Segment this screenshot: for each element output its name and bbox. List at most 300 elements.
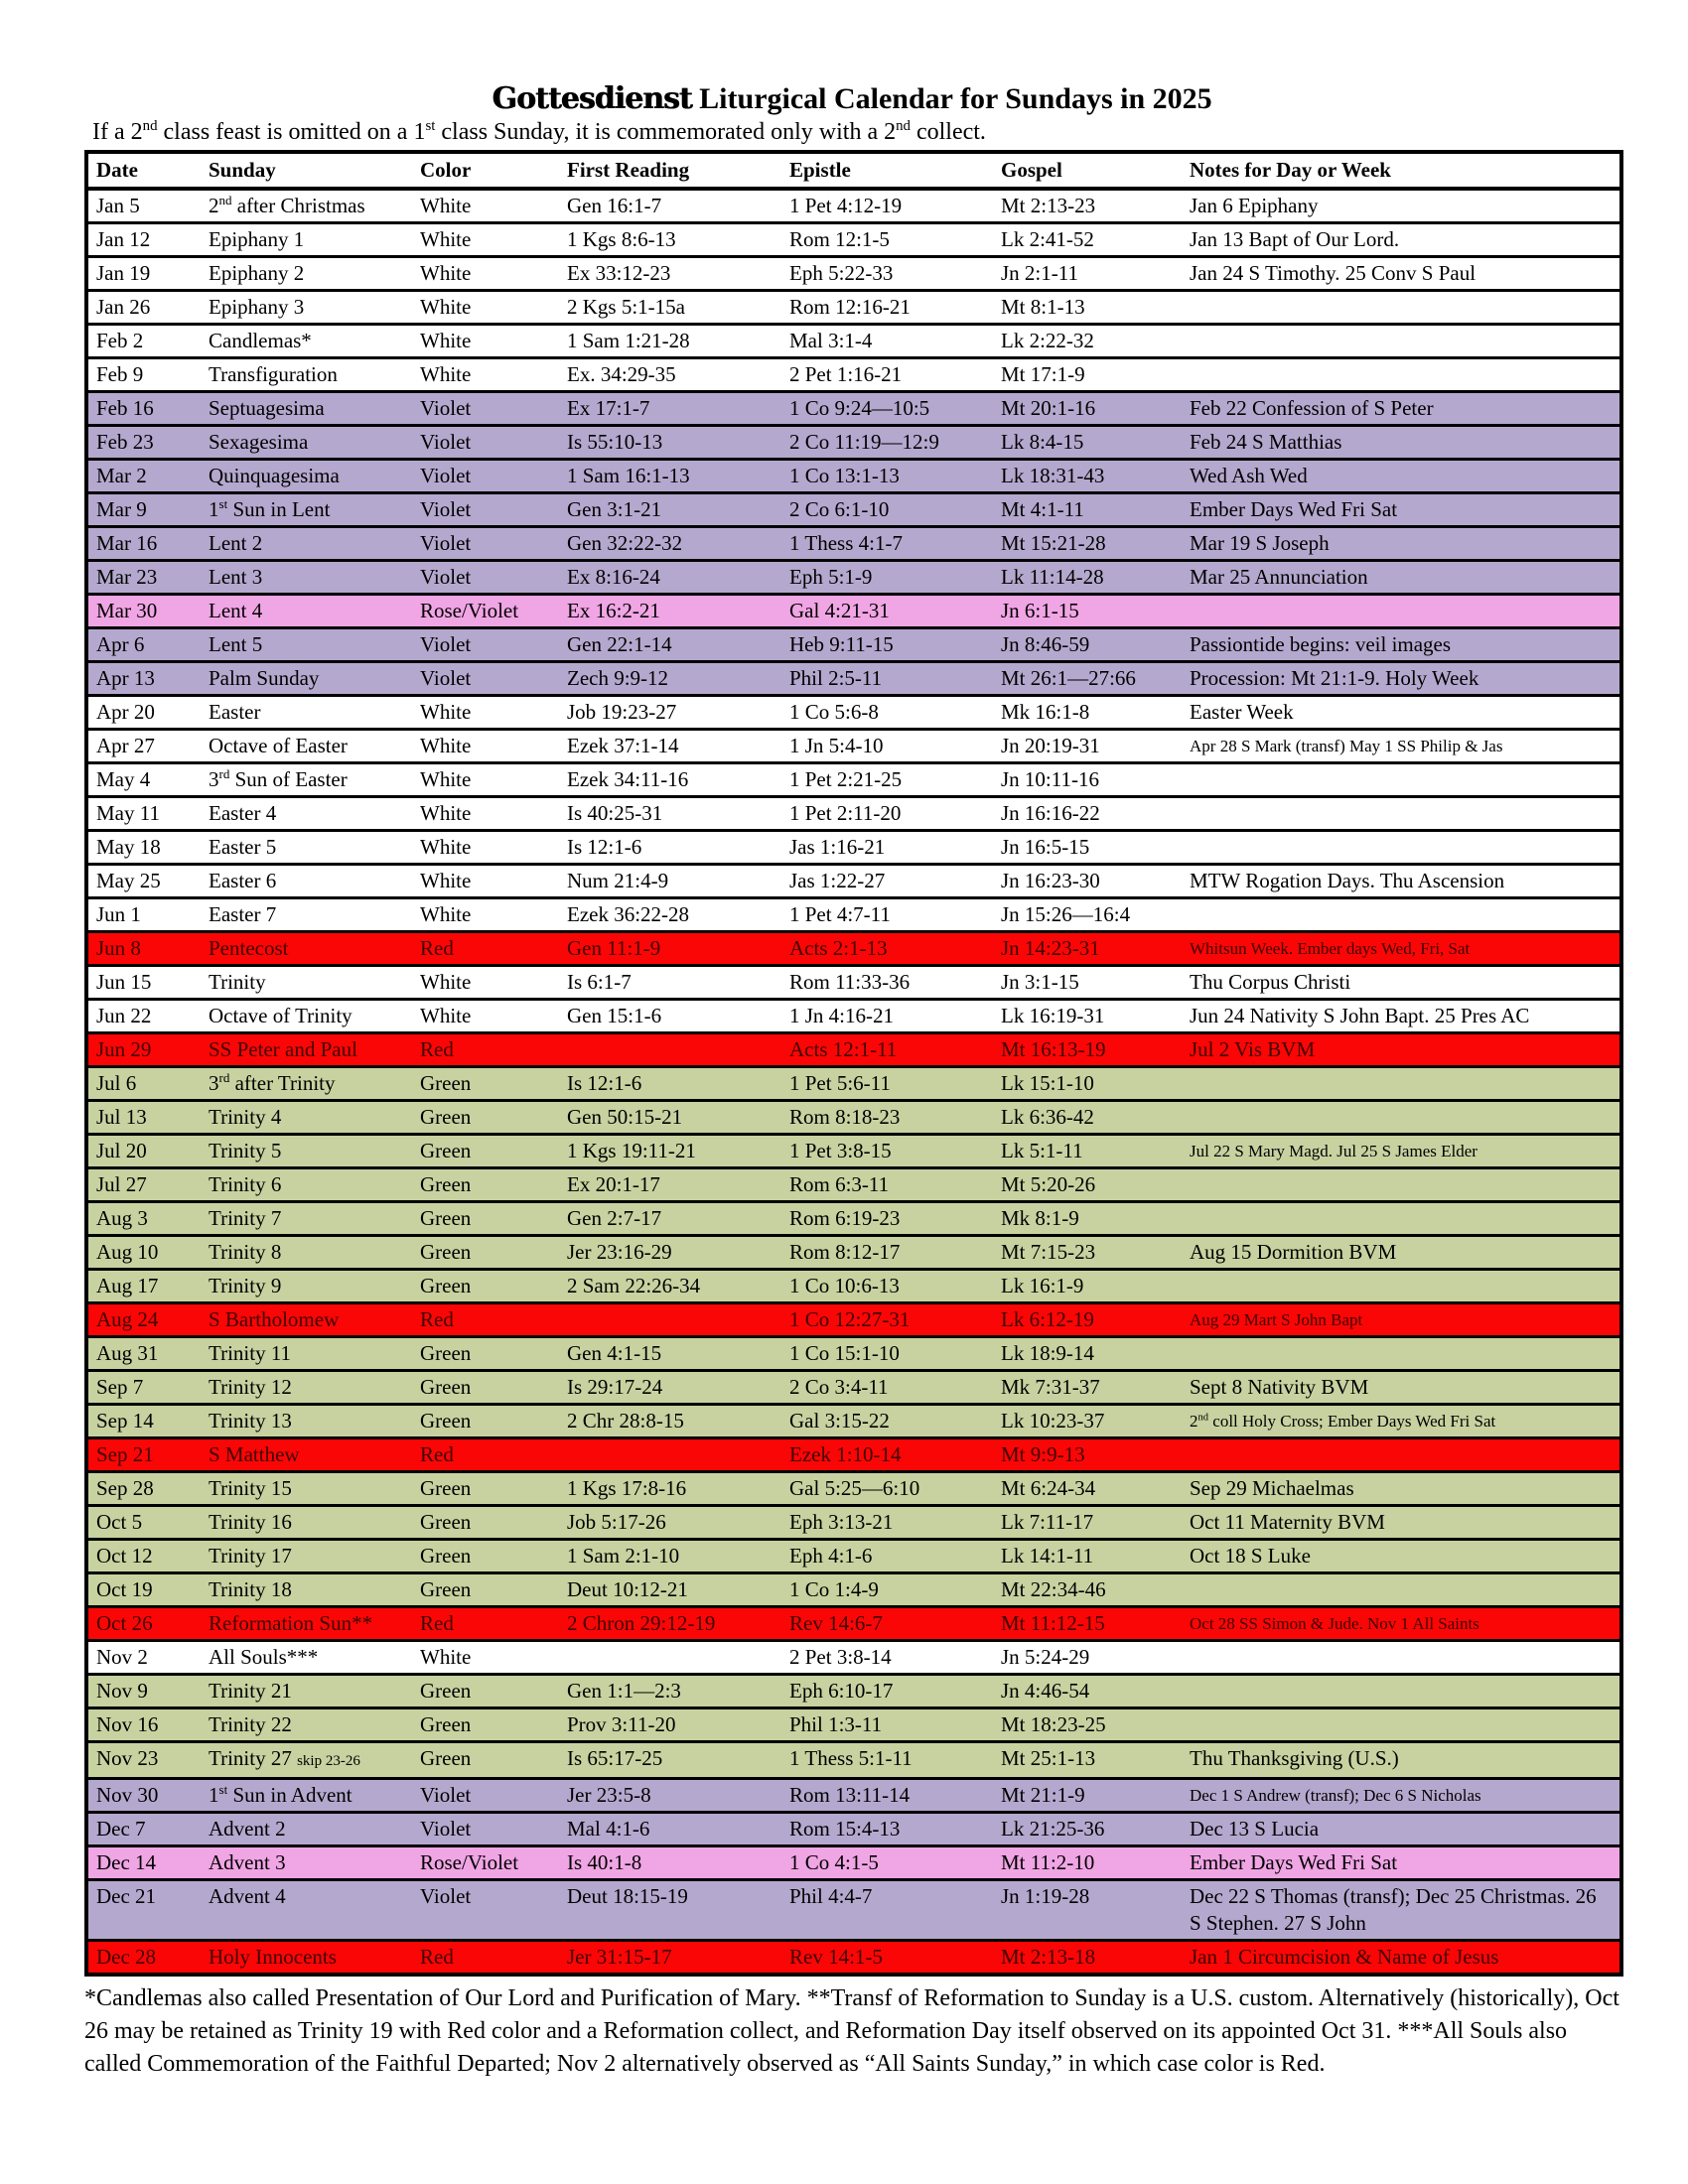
- cell-notes: [1182, 325, 1621, 358]
- calendar-row: [86, 1337, 1621, 1371]
- cell-date: Dec 14: [96, 1850, 157, 1874]
- cell-gospel: Mt 15:21-28: [1001, 531, 1106, 555]
- cell-color: Green: [420, 1206, 472, 1230]
- cell-color: White: [420, 329, 472, 352]
- calendar-row: [86, 730, 1621, 763]
- cell-date: Aug 31: [96, 1341, 159, 1365]
- column-header-color: Color: [412, 152, 559, 189]
- calendar-row: [86, 1101, 1621, 1135]
- cell-epistle: Rom 11:33-36: [789, 970, 911, 994]
- cell-color: Green: [420, 1341, 472, 1365]
- cell-color: Violet: [420, 430, 472, 454]
- cell-epistle: 2 Co 11:19—12:9: [789, 430, 939, 454]
- cell-notes: [1182, 1573, 1621, 1607]
- cell-first-reading: 1 Kgs 17:8-16: [567, 1476, 687, 1500]
- cell-first-reading: Deut 18:15-19: [567, 1884, 688, 1908]
- cell-sunday: Trinity 15: [209, 1476, 292, 1500]
- cell-sunday: Trinity 16: [209, 1510, 292, 1534]
- cell-gospel: Mt 6:24-34: [1001, 1476, 1096, 1500]
- column-header-first-reading: First Reading: [559, 152, 781, 189]
- cell-notes: 2nd coll Holy Cross; Ember Days Wed Fri Sat: [1190, 1412, 1496, 1431]
- cell-date: Sep 21: [96, 1442, 154, 1466]
- cell-epistle: Gal 3:15-22: [789, 1409, 890, 1433]
- calendar-row: [86, 1033, 1621, 1067]
- column-header-notes: Notes for Day or Week: [1182, 152, 1621, 189]
- cell-notes: Aug 15 Dormition BVM: [1190, 1240, 1397, 1264]
- calendar-row: [86, 966, 1621, 1000]
- cell-notes: [1182, 1337, 1621, 1371]
- calendar-row: [86, 1438, 1621, 1472]
- cell-epistle: Eph 4:1-6: [789, 1544, 873, 1568]
- cell-gospel: Jn 20:19-31: [1001, 734, 1100, 757]
- cell-date: Jan 19: [96, 261, 151, 285]
- cell-gospel: Mt 9:9-13: [1001, 1442, 1085, 1466]
- cell-date: Dec 21: [96, 1884, 157, 1908]
- cell-notes: Ember Days Wed Fri Sat: [1190, 1850, 1398, 1874]
- cell-date: Mar 9: [96, 497, 147, 521]
- cell-epistle: 1 Pet 2:11-20: [789, 801, 902, 825]
- cell-date: Oct 12: [96, 1544, 153, 1568]
- cell-gospel: Jn 16:5-15: [1001, 835, 1090, 859]
- cell-epistle: 1 Co 1:4-9: [789, 1577, 879, 1601]
- cell-color: Red: [420, 1307, 454, 1331]
- cell-first-reading: Ex 20:1-17: [567, 1172, 660, 1196]
- cell-gospel: Lk 21:25-36: [1001, 1817, 1105, 1841]
- cell-first-reading: Gen 3:1-21: [567, 497, 662, 521]
- cell-date: Jul 6: [96, 1071, 137, 1095]
- calendar-row: [86, 460, 1621, 493]
- cell-sunday: S Bartholomew: [209, 1307, 340, 1331]
- page-title: [84, 81, 1619, 117]
- cell-first-reading: Deut 10:12-21: [567, 1577, 688, 1601]
- calendar-row: [86, 1846, 1621, 1880]
- calendar-row: [86, 1641, 1621, 1675]
- cell-date: Jul 20: [96, 1139, 147, 1162]
- cell-gospel: Lk 7:11-17: [1001, 1510, 1094, 1534]
- cell-color: Violet: [420, 565, 472, 589]
- cell-date: Nov 9: [96, 1679, 148, 1703]
- cell-first-reading: Jer 31:15-17: [567, 1945, 672, 1969]
- cell-color: White: [420, 1004, 472, 1027]
- cell-date: Nov 16: [96, 1712, 159, 1736]
- cell-notes: [1182, 1438, 1621, 1472]
- cell-notes: Feb 22 Confession of S Peter: [1190, 396, 1434, 420]
- cell-sunday: Lent 5: [209, 632, 263, 656]
- cell-notes: [1182, 1101, 1621, 1135]
- cell-date: Oct 26: [96, 1611, 153, 1635]
- cell-first-reading: Gen 50:15-21: [567, 1105, 683, 1129]
- cell-color: White: [420, 194, 472, 217]
- cell-gospel: Mt 11:12-15: [1001, 1611, 1105, 1635]
- cell-sunday: Easter 6: [209, 869, 277, 892]
- cell-sunday: Trinity 6: [209, 1172, 282, 1196]
- cell-sunday: Transfiguration: [209, 362, 338, 386]
- cell-gospel: Mt 5:20-26: [1001, 1172, 1096, 1196]
- cell-date: Aug 17: [96, 1274, 159, 1297]
- cell-epistle: Acts 12:1-11: [789, 1037, 898, 1061]
- cell-epistle: 1 Pet 3:8-15: [789, 1139, 892, 1162]
- cell-epistle: Gal 4:21-31: [789, 599, 890, 622]
- cell-epistle: Rom 6:19-23: [789, 1206, 901, 1230]
- cell-color: White: [420, 1645, 472, 1669]
- cell-notes: Jan 6 Epiphany: [1190, 194, 1319, 217]
- calendar-row: [86, 1168, 1621, 1202]
- calendar-row: [86, 628, 1621, 662]
- cell-first-reading: Gen 32:22-32: [567, 531, 683, 555]
- cell-first-reading: Zech 9:9-12: [567, 666, 669, 690]
- column-header-sunday: Sunday: [201, 152, 412, 189]
- cell-first-reading: Ezek 34:11-16: [567, 767, 689, 791]
- calendar-row: [86, 426, 1621, 460]
- cell-notes: [1182, 1641, 1621, 1675]
- cell-color: Rose/Violet: [420, 599, 519, 622]
- calendar-row: [86, 223, 1621, 257]
- cell-color: White: [420, 700, 472, 724]
- cell-gospel: Lk 10:23-37: [1001, 1409, 1105, 1433]
- cell-gospel: Lk 2:22-32: [1001, 329, 1094, 352]
- cell-color: White: [420, 970, 472, 994]
- calendar-row: [86, 1303, 1621, 1337]
- cell-sunday: Epiphany 2: [209, 261, 305, 285]
- cell-gospel: Jn 8:46-59: [1001, 632, 1090, 656]
- cell-first-reading: Is 12:1-6: [567, 1071, 642, 1095]
- cell-sunday: Quinquagesima: [209, 464, 340, 487]
- cell-notes: Procession: Mt 21:1-9. Holy Week: [1190, 666, 1479, 690]
- cell-color: Green: [420, 1577, 472, 1601]
- cell-gospel: Mt 4:1-11: [1001, 497, 1084, 521]
- cell-notes: Mar 25 Annunciation: [1190, 565, 1368, 589]
- cell-notes: [1182, 595, 1621, 628]
- cell-date: Apr 13: [96, 666, 155, 690]
- cell-sunday: Trinity 9: [209, 1274, 282, 1297]
- cell-date: Jun 1: [96, 902, 141, 926]
- cell-color: Green: [420, 1510, 472, 1534]
- cell-first-reading: 1 Sam 16:1-13: [567, 464, 690, 487]
- cell-notes: [1182, 1708, 1621, 1742]
- cell-sunday: Palm Sunday: [209, 666, 320, 690]
- cell-color: Violet: [420, 1817, 472, 1841]
- cell-date: Jun 8: [96, 936, 141, 960]
- cell-notes: Jul 2 Vis BVM: [1190, 1037, 1316, 1061]
- calendar-row: [86, 865, 1621, 898]
- cell-epistle: Rom 8:18-23: [789, 1105, 901, 1129]
- cell-sunday: Advent 3: [209, 1850, 286, 1874]
- cell-color: Green: [420, 1071, 472, 1095]
- cell-sunday: SS Peter and Paul: [209, 1037, 357, 1061]
- cell-date: Jan 26: [96, 295, 151, 319]
- calendar-row: [86, 831, 1621, 865]
- cell-sunday: Trinity 12: [209, 1375, 292, 1399]
- cell-notes: Mar 19 S Joseph: [1190, 531, 1330, 555]
- footnote: *Candlemas also called Presentation of Our Lord and Purification of Mary. **Transf of Reformation to Sunday is a U.S. custom. Alternatively (historically), Oct 26 may be retained as Trinity 19 with Red color and a Reformation collect, and Reformation Day itself observed on its appointed Oct 31. ***All Souls also called Commemoration of the Faithful Departed; Nov 2 alternatively observed as “All Saints Sunday,” in which case color is Red.: [84, 1985, 1619, 2077]
- cell-epistle: 2 Pet 3:8-14: [789, 1645, 892, 1669]
- cell-sunday: Trinity 5: [209, 1139, 282, 1162]
- cell-sunday: Easter: [209, 700, 261, 724]
- cell-notes: Sept 8 Nativity BVM: [1190, 1375, 1369, 1399]
- cell-gospel: Mt 25:1-13: [1001, 1746, 1096, 1770]
- cell-epistle: 1 Co 15:1-10: [789, 1341, 900, 1365]
- cell-notes: Oct 18 S Luke: [1190, 1544, 1311, 1568]
- cell-gospel: Mt 17:1-9: [1001, 362, 1085, 386]
- cell-color: White: [420, 801, 472, 825]
- calendar-row: [86, 696, 1621, 730]
- cell-gospel: Mk 16:1-8: [1001, 700, 1090, 724]
- cell-notes: [1182, 763, 1621, 797]
- cell-gospel: Lk 18:31-43: [1001, 464, 1105, 487]
- calendar-row: [86, 1472, 1621, 1506]
- cell-sunday: Trinity 27 skip 23-26: [209, 1746, 360, 1770]
- column-header-date: Date: [86, 152, 201, 189]
- cell-notes: Wed Ash Wed: [1190, 464, 1308, 487]
- cell-date: Oct 19: [96, 1577, 153, 1601]
- cell-notes: Passiontide begins: veil images: [1190, 632, 1452, 656]
- cell-gospel: Mt 7:15-23: [1001, 1240, 1096, 1264]
- cell-notes: MTW Rogation Days. Thu Ascension: [1190, 869, 1505, 892]
- cell-gospel: Lk 6:12-19: [1001, 1307, 1094, 1331]
- cell-gospel: Lk 8:4-15: [1001, 430, 1084, 454]
- cell-first-reading: [559, 1641, 781, 1675]
- calendar-header-row: [86, 152, 1621, 189]
- cell-gospel: Lk 15:1-10: [1001, 1071, 1094, 1095]
- cell-first-reading: Jer 23:5-8: [567, 1783, 651, 1807]
- cell-first-reading: Num 21:4-9: [567, 869, 669, 892]
- cell-epistle: 1 Co 12:27-31: [789, 1307, 911, 1331]
- cell-first-reading: Job 19:23-27: [567, 700, 677, 724]
- cell-sunday: Trinity 8: [209, 1240, 282, 1264]
- cell-color: Green: [420, 1375, 472, 1399]
- cell-first-reading: Gen 1:1—2:3: [567, 1679, 681, 1703]
- cell-epistle: Eph 3:13-21: [789, 1510, 894, 1534]
- calendar-row: [86, 1708, 1621, 1742]
- cell-first-reading: Is 40:1-8: [567, 1850, 642, 1874]
- cell-date: Jul 13: [96, 1105, 147, 1129]
- cell-color: Violet: [420, 497, 472, 521]
- cell-color: Green: [420, 1139, 472, 1162]
- cell-date: Dec 7: [96, 1817, 146, 1841]
- cell-notes: [1182, 831, 1621, 865]
- cell-epistle: Jas 1:16-21: [789, 835, 886, 859]
- cell-gospel: Mt 26:1—27:66: [1001, 666, 1136, 690]
- cell-notes: Feb 24 S Matthias: [1190, 430, 1342, 454]
- cell-gospel: Mt 21:1-9: [1001, 1783, 1085, 1807]
- cell-gospel: Mt 2:13-18: [1001, 1945, 1096, 1969]
- cell-sunday: Trinity 4: [209, 1105, 282, 1129]
- cell-notes: Dec 22 S Thomas (transf); Dec 25 Christmas. 26 S Stephen. 27 S John: [1190, 1884, 1597, 1935]
- cell-sunday: Easter 5: [209, 835, 277, 859]
- cell-notes: [1182, 1202, 1621, 1236]
- cell-color: White: [420, 835, 472, 859]
- cell-date: Apr 20: [96, 700, 155, 724]
- calendar-row: [86, 189, 1621, 223]
- cell-gospel: Lk 16:19-31: [1001, 1004, 1105, 1027]
- cell-color: Violet: [420, 1884, 472, 1908]
- cell-sunday: 1st Sun in Advent: [209, 1782, 352, 1807]
- cell-color: Green: [420, 1172, 472, 1196]
- calendar-row: [86, 358, 1621, 392]
- cell-gospel: Jn 5:24-29: [1001, 1645, 1090, 1669]
- cell-gospel: Jn 14:23-31: [1001, 936, 1100, 960]
- cell-first-reading: Ex 33:12-23: [567, 261, 671, 285]
- cell-epistle: 1 Co 13:1-13: [789, 464, 900, 487]
- cell-first-reading: Mal 4:1-6: [567, 1817, 650, 1841]
- page-title-rest: Liturgical Calendar for Sundays in 2025: [691, 82, 1212, 115]
- cell-sunday: Holy Innocents: [209, 1945, 337, 1969]
- cell-epistle: Eph 5:22-33: [789, 261, 894, 285]
- cell-first-reading: [559, 1438, 781, 1472]
- cell-date: Sep 28: [96, 1476, 154, 1500]
- cell-color: Violet: [420, 531, 472, 555]
- document-page: [84, 81, 1619, 2081]
- calendar-row: [86, 1573, 1621, 1607]
- cell-sunday: Trinity 7: [209, 1206, 282, 1230]
- cell-epistle: 1 Co 10:6-13: [789, 1274, 900, 1297]
- cell-color: White: [420, 767, 472, 791]
- cell-sunday: Easter 4: [209, 801, 277, 825]
- cell-epistle: 1 Pet 4:7-11: [789, 902, 891, 926]
- cell-epistle: 1 Jn 5:4-10: [789, 734, 884, 757]
- cell-epistle: Heb 9:11-15: [789, 632, 894, 656]
- cell-notes: Thu Thanksgiving (U.S.): [1190, 1746, 1399, 1770]
- cell-color: Red: [420, 1945, 454, 1969]
- cell-gospel: Lk 5:1-11: [1001, 1139, 1083, 1162]
- cell-epistle: 2 Co 3:4-11: [789, 1375, 889, 1399]
- cell-first-reading: Ex 16:2-21: [567, 599, 660, 622]
- cell-first-reading: Gen 11:1-9: [567, 936, 661, 960]
- cell-sunday: Septuagesima: [209, 396, 325, 420]
- cell-date: Jul 27: [96, 1172, 147, 1196]
- cell-gospel: Lk 18:9-14: [1001, 1341, 1094, 1365]
- cell-epistle: Acts 2:1-13: [789, 936, 888, 960]
- calendar-row: [86, 1880, 1621, 1941]
- cell-color: Violet: [420, 666, 472, 690]
- cell-color: Red: [420, 1611, 454, 1635]
- cell-sunday: Trinity 17: [209, 1544, 292, 1568]
- cell-date: Nov 23: [96, 1746, 159, 1770]
- cell-sunday: Trinity 11: [209, 1341, 292, 1365]
- calendar-row: [86, 1779, 1621, 1813]
- cell-first-reading: 1 Kgs 8:6-13: [567, 227, 676, 251]
- cell-gospel: Mt 11:2-10: [1001, 1850, 1095, 1874]
- cell-first-reading: Ex 17:1-7: [567, 396, 650, 420]
- cell-sunday: Lent 3: [209, 565, 263, 589]
- cell-epistle: Rom 12:16-21: [789, 295, 911, 319]
- cell-notes: Jun 24 Nativity S John Bapt. 25 Pres AC: [1190, 1004, 1530, 1027]
- cell-notes: Sep 29 Michaelmas: [1190, 1476, 1354, 1500]
- cell-notes: Jul 22 S Mary Magd. Jul 25 S James Elder: [1190, 1142, 1477, 1160]
- cell-epistle: Phil 2:5-11: [789, 666, 883, 690]
- cell-date: May 18: [96, 835, 161, 859]
- cell-color: Violet: [420, 396, 472, 420]
- cell-color: Red: [420, 936, 454, 960]
- cell-epistle: Rev 14:1-5: [789, 1945, 883, 1969]
- calendar-row: [86, 1675, 1621, 1708]
- cell-color: Rose/Violet: [420, 1850, 519, 1874]
- cell-sunday: S Matthew: [209, 1442, 300, 1466]
- cell-first-reading: Jer 23:16-29: [567, 1240, 672, 1264]
- subtitle: If a 2nd class feast is omitted on a 1st class Sunday, it is commemorated only with a 2nd collect.: [92, 118, 986, 145]
- cell-epistle: 1 Co 5:6-8: [789, 700, 879, 724]
- cell-notes: [1182, 1168, 1621, 1202]
- calendar-row: [86, 527, 1621, 561]
- cell-notes: Jan 13 Bapt of Our Lord.: [1190, 227, 1400, 251]
- cell-color: Red: [420, 1442, 454, 1466]
- cell-date: Feb 9: [96, 362, 144, 386]
- cell-date: Aug 3: [96, 1206, 148, 1230]
- cell-sunday: Advent 2: [209, 1817, 286, 1841]
- column-header-gospel: Gospel: [993, 152, 1182, 189]
- cell-sunday: Epiphany 1: [209, 227, 305, 251]
- cell-color: Green: [420, 1679, 472, 1703]
- cell-gospel: Lk 11:14-28: [1001, 565, 1104, 589]
- cell-notes: Apr 28 S Mark (transf) May 1 SS Philip & Jas: [1190, 737, 1503, 755]
- cell-sunday: Lent 4: [209, 599, 263, 622]
- calendar-row: [86, 1236, 1621, 1270]
- cell-epistle: Eph 5:1-9: [789, 565, 873, 589]
- calendar-row: [86, 561, 1621, 595]
- cell-first-reading: 1 Kgs 19:11-21: [567, 1139, 696, 1162]
- calendar-row: [86, 763, 1621, 797]
- cell-date: Jun 29: [96, 1037, 152, 1061]
- cell-gospel: Jn 6:1-15: [1001, 599, 1079, 622]
- calendar-row: [86, 392, 1621, 426]
- cell-date: May 11: [96, 801, 160, 825]
- cell-first-reading: [559, 1033, 781, 1067]
- cell-color: White: [420, 734, 472, 757]
- cell-date: Mar 30: [96, 599, 158, 622]
- cell-sunday: All Souls***: [209, 1645, 319, 1669]
- cell-sunday: 3rd Sun of Easter: [209, 766, 348, 791]
- cell-gospel: Jn 3:1-15: [1001, 970, 1079, 994]
- cell-gospel: Mt 2:13-23: [1001, 194, 1096, 217]
- cell-notes: [1182, 1675, 1621, 1708]
- cell-first-reading: Is 40:25-31: [567, 801, 663, 825]
- cell-color: Green: [420, 1712, 472, 1736]
- cell-first-reading: Prov 3:11-20: [567, 1712, 676, 1736]
- cell-first-reading: 2 Chr 28:8-15: [567, 1409, 684, 1433]
- column-header-epistle: Epistle: [781, 152, 993, 189]
- calendar-row: [86, 1607, 1621, 1641]
- cell-first-reading: Ex 8:16-24: [567, 565, 660, 589]
- cell-color: Green: [420, 1240, 472, 1264]
- cell-gospel: Lk 14:1-11: [1001, 1544, 1094, 1568]
- cell-first-reading: Gen 15:1-6: [567, 1004, 662, 1027]
- cell-gospel: Jn 4:46-54: [1001, 1679, 1090, 1703]
- calendar-row: [86, 1540, 1621, 1573]
- cell-date: Dec 28: [96, 1945, 157, 1969]
- cell-first-reading: 2 Kgs 5:1-15a: [567, 295, 685, 319]
- cell-date: Oct 5: [96, 1510, 143, 1534]
- cell-gospel: Jn 16:16-22: [1001, 801, 1100, 825]
- calendar-row: [86, 662, 1621, 696]
- calendar-row: [86, 493, 1621, 527]
- cell-color: White: [420, 295, 472, 319]
- calendar-row: [86, 1506, 1621, 1540]
- cell-date: Nov 2: [96, 1645, 148, 1669]
- cell-color: Violet: [420, 632, 472, 656]
- calendar-row: [86, 1941, 1621, 1976]
- cell-first-reading: Gen 22:1-14: [567, 632, 672, 656]
- cell-first-reading: Gen 4:1-15: [567, 1341, 662, 1365]
- cell-sunday: Sexagesima: [209, 430, 309, 454]
- cell-color: White: [420, 902, 472, 926]
- cell-gospel: Lk 16:1-9: [1001, 1274, 1084, 1297]
- cell-epistle: Mal 3:1-4: [789, 329, 873, 352]
- cell-sunday: Advent 4: [209, 1884, 286, 1908]
- cell-epistle: 1 Jn 4:16-21: [789, 1004, 894, 1027]
- calendar-row: [86, 291, 1621, 325]
- cell-notes: Dec 13 S Lucia: [1190, 1817, 1320, 1841]
- cell-epistle: Rom 6:3-11: [789, 1172, 890, 1196]
